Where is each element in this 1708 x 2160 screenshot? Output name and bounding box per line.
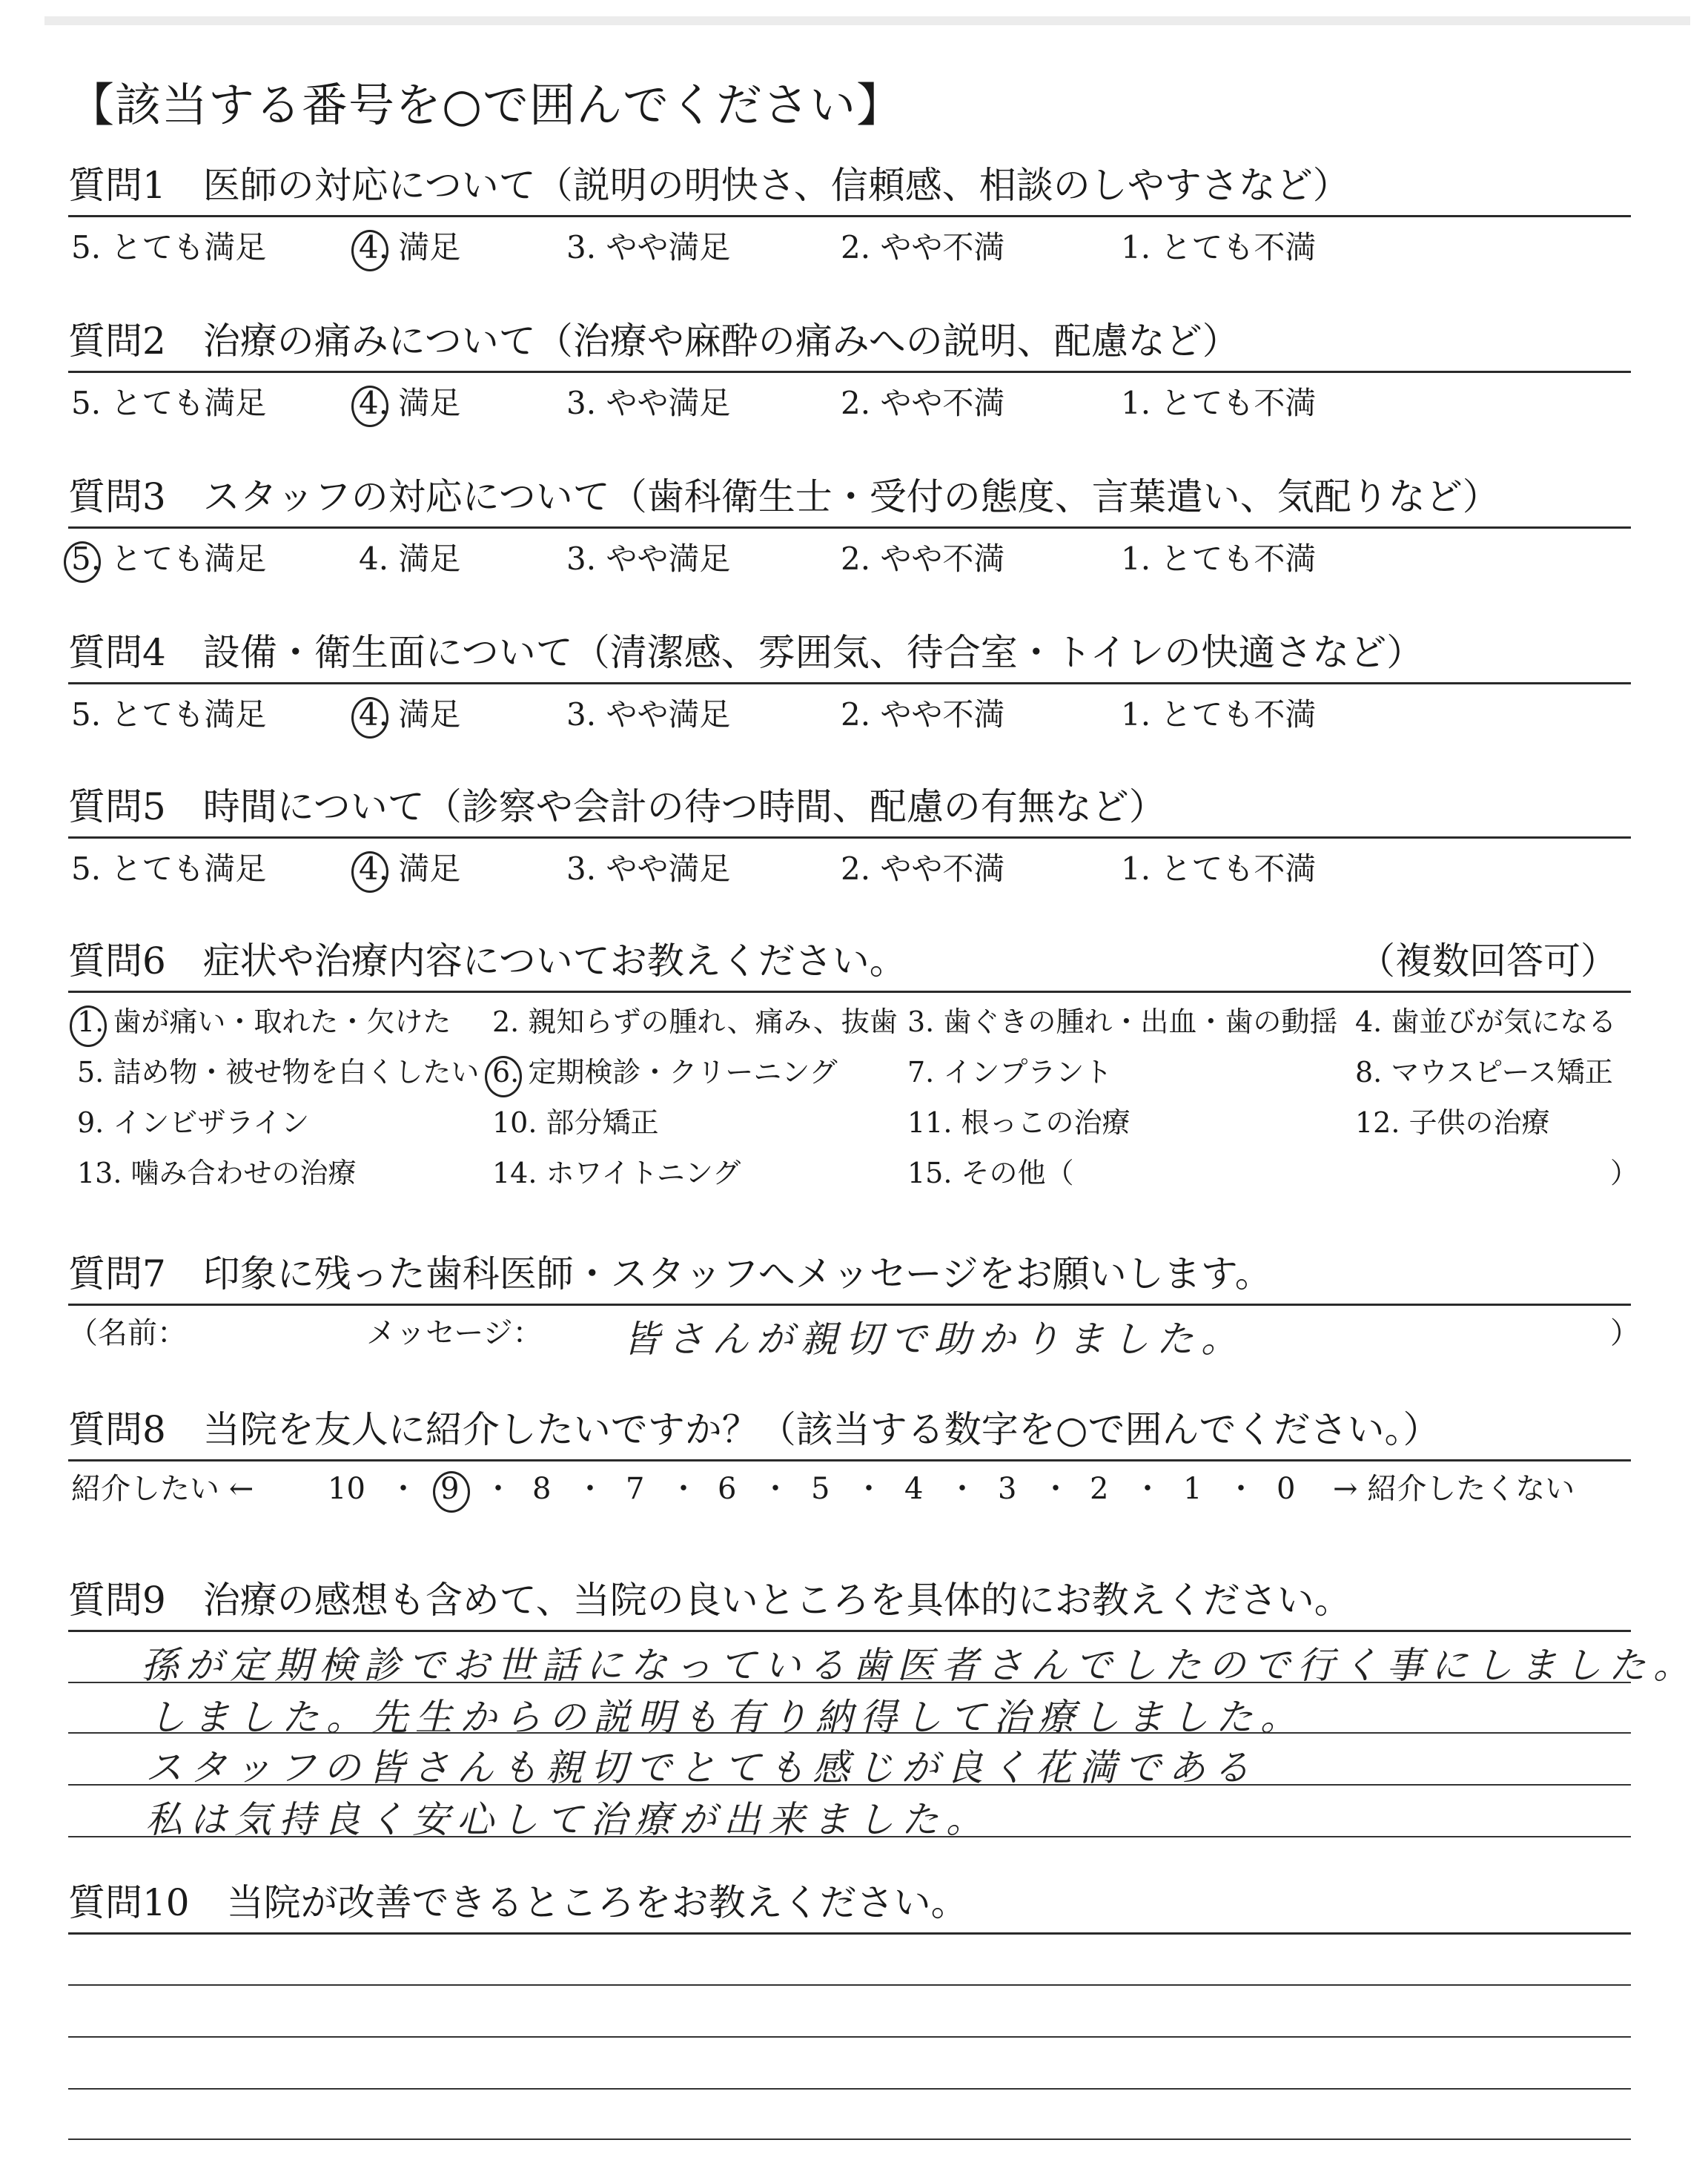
q8-dot: ・ bbox=[947, 1472, 977, 1506]
q8-dot: ・ bbox=[483, 1472, 513, 1506]
q8-value-4[interactable]: 4 bbox=[904, 1472, 924, 1506]
q10-section bbox=[68, 1879, 1625, 1926]
q6-option-9[interactable]: 9. インビザライン bbox=[77, 1106, 310, 1139]
q3-option-1[interactable]: 1. とても不満 bbox=[1121, 541, 1317, 577]
q1-option-3[interactable]: 3. やや満足 bbox=[566, 229, 731, 265]
q9-section bbox=[68, 1576, 1625, 1624]
q4-option-2[interactable]: 2. やや不満 bbox=[841, 696, 1005, 733]
q5-option-2[interactable]: 2. やや不満 bbox=[841, 851, 1005, 887]
q1-rule bbox=[68, 215, 1631, 217]
q8-dot: ・ bbox=[854, 1472, 884, 1506]
q4-option-5[interactable]: 5. とても満足 bbox=[71, 696, 267, 733]
q6-option-14[interactable]: 14. ホワイトニング bbox=[492, 1157, 741, 1189]
q8-dot: ・ bbox=[1226, 1472, 1256, 1506]
q6-option-11[interactable]: 11. 根っこの治療 bbox=[907, 1106, 1131, 1139]
q5-option-1[interactable]: 1. とても不満 bbox=[1121, 851, 1317, 887]
q6-option-12[interactable]: 12. 子供の治療 bbox=[1355, 1106, 1550, 1139]
q1-option-4-selected[interactable]: 4. 満足 bbox=[359, 227, 460, 268]
q8-dot: ・ bbox=[388, 1472, 418, 1506]
q4-options bbox=[68, 694, 1625, 736]
q6-option-4[interactable]: 4. 歯並びが気になる bbox=[1355, 1005, 1617, 1038]
q1-options bbox=[68, 227, 1625, 268]
q6-rule bbox=[68, 991, 1631, 993]
q3-section bbox=[68, 473, 1625, 521]
q5-title: 質問5 時間について（診察や会計の待つ時間、配慮の有無など） bbox=[68, 785, 1166, 828]
q7-title: 質問7 印象に残った歯科医師・スタッフへメッセージをお願いします。 bbox=[68, 1252, 1272, 1295]
q6-option-5[interactable]: 5. 詰め物・被せ物を白くしたい bbox=[77, 1056, 480, 1089]
q6-option-15[interactable]: 15. その他（ bbox=[907, 1157, 1074, 1189]
q7-section bbox=[68, 1250, 1625, 1298]
q7-close-paren: ） bbox=[1610, 1316, 1640, 1350]
q5-option-4-selected[interactable]: 4. 満足 bbox=[359, 848, 460, 890]
q8-dot: ・ bbox=[1041, 1472, 1070, 1506]
q8-value-8[interactable]: 8 bbox=[532, 1472, 552, 1506]
q6-option-10[interactable]: 10. 部分矯正 bbox=[492, 1106, 659, 1139]
q7-name-label: （名前： bbox=[68, 1316, 187, 1350]
q9-writing-line bbox=[68, 1784, 1631, 1786]
q8-dot: ・ bbox=[575, 1472, 605, 1506]
q7-rule bbox=[68, 1304, 1631, 1306]
q8-value-0[interactable]: 0 bbox=[1277, 1472, 1296, 1506]
q4-option-1[interactable]: 1. とても不満 bbox=[1121, 696, 1317, 733]
q1-option-5[interactable]: 5. とても満足 bbox=[71, 229, 267, 265]
q5-rule bbox=[68, 836, 1631, 839]
q8-value-6[interactable]: 6 bbox=[718, 1472, 737, 1506]
q6-option-3[interactable]: 3. 歯ぐきの腫れ・出血・歯の動揺 bbox=[907, 1005, 1338, 1038]
q8-dot: ・ bbox=[761, 1472, 790, 1506]
q6-option-6-selected[interactable]: 6. 定期検診・クリーニング bbox=[492, 1053, 838, 1091]
q5-option-3[interactable]: 3. やや満足 bbox=[566, 851, 731, 887]
q6-option-2[interactable]: 2. 親知らずの腫れ、痛み、抜歯 bbox=[492, 1005, 898, 1038]
q8-dot: ・ bbox=[1133, 1472, 1162, 1506]
q8-value-1[interactable]: 1 bbox=[1183, 1472, 1202, 1506]
q2-option-5[interactable]: 5. とても満足 bbox=[71, 385, 267, 421]
q8-scale bbox=[68, 1468, 1640, 1510]
scan-top-edge bbox=[44, 16, 1690, 25]
q6-option-1-selected[interactable]: 1. 歯が痛い・取れた・欠けた bbox=[77, 1003, 451, 1041]
q9-title: 質問9 治療の感想も含めて、当院の良いところを具体的にお教えください。 bbox=[68, 1579, 1351, 1622]
q9-handwritten-line-1: 孫が定期検診でお世話になっている歯医者さんでしたので行く事にしました。 bbox=[141, 1644, 1698, 1687]
q6-option-13[interactable]: 13. 噛み合わせの治療 bbox=[77, 1157, 357, 1189]
q8-rule bbox=[68, 1459, 1631, 1462]
q2-section bbox=[68, 317, 1625, 365]
q8-section bbox=[68, 1406, 1625, 1453]
q1-option-1[interactable]: 1. とても不満 bbox=[1121, 229, 1317, 265]
q2-option-1[interactable]: 1. とても不満 bbox=[1121, 385, 1317, 421]
q5-options bbox=[68, 848, 1625, 890]
q8-value-2[interactable]: 2 bbox=[1090, 1472, 1109, 1506]
q4-title: 質問4 設備・衛生面について（清潔感、雰囲気、待合室・トイレの快適さなど） bbox=[68, 631, 1424, 674]
q1-section bbox=[68, 162, 1625, 209]
q8-title: 質問8 当院を友人に紹介したいですか？（該当する数字を○で囲んでください。） bbox=[68, 1408, 1440, 1451]
q6-title: 質問6 症状や治療内容についてお教えください。 bbox=[68, 939, 907, 982]
q9-rule bbox=[68, 1630, 1631, 1632]
q8-right-label: → 紹介したくない bbox=[1333, 1472, 1575, 1506]
q9-handwritten-line-4: 私は気持良く安心して治療が出来ました。 bbox=[145, 1798, 990, 1841]
q10-rule bbox=[68, 1932, 1631, 1935]
q6-multiple-answer-note: （複数回答可） bbox=[1358, 939, 1618, 982]
q3-rule bbox=[68, 526, 1631, 529]
q2-option-3[interactable]: 3. やや満足 bbox=[566, 385, 731, 421]
q9-writing-line bbox=[68, 1836, 1631, 1837]
q5-section bbox=[68, 783, 1625, 830]
q6-option-7[interactable]: 7. インプラント bbox=[907, 1056, 1113, 1089]
q7-message-label: メッセージ： bbox=[366, 1316, 543, 1350]
q8-left-label: 紹介したい ← bbox=[71, 1472, 254, 1506]
q8-value-10[interactable]: 10 bbox=[328, 1472, 365, 1506]
q10-title: 質問10 当院が改善できるところをお教えください。 bbox=[68, 1881, 968, 1924]
q4-rule bbox=[68, 682, 1631, 684]
q2-options bbox=[68, 383, 1625, 424]
q9-handwritten-line-3: スタッフの皆さんも親切でとても感じが良く花満である bbox=[145, 1746, 1257, 1789]
q7-handwritten-message: 皆さんが親切で助かりました。 bbox=[623, 1318, 1245, 1361]
q3-option-4[interactable]: 4. 満足 bbox=[359, 541, 461, 577]
q10-writing-line bbox=[68, 1984, 1631, 1986]
q1-option-2[interactable]: 2. やや不満 bbox=[841, 229, 1005, 265]
q8-value-7[interactable]: 7 bbox=[626, 1472, 645, 1506]
q8-value-9-selected[interactable]: 9 bbox=[440, 1468, 459, 1510]
q8-value-3[interactable]: 3 bbox=[998, 1472, 1017, 1506]
q8-dot: ・ bbox=[669, 1472, 698, 1506]
q10-writing-line bbox=[68, 2088, 1631, 2090]
q2-rule bbox=[68, 371, 1631, 373]
q4-option-3[interactable]: 3. やや満足 bbox=[566, 696, 731, 733]
q3-option-3[interactable]: 3. やや満足 bbox=[566, 541, 731, 577]
q9-writing-line bbox=[68, 1732, 1631, 1734]
q9-writing-line bbox=[68, 1682, 1631, 1683]
q1-title: 質問1 医師の対応について（説明の明快さ、信頼感、相談のしやすさなど） bbox=[68, 164, 1350, 207]
q4-option-4-selected[interactable]: 4. 満足 bbox=[359, 694, 460, 736]
q9-handwritten-line-2: しました。先生からの説明も有り納得して治療しました。 bbox=[148, 1696, 1305, 1739]
form-instruction-header: 【該当する番号を○で囲んでください】 bbox=[68, 78, 904, 132]
q2-option-2[interactable]: 2. やや不満 bbox=[841, 385, 1005, 421]
q4-section bbox=[68, 629, 1625, 676]
q2-option-4-selected[interactable]: 4. 満足 bbox=[359, 383, 460, 424]
q8-value-5[interactable]: 5 bbox=[811, 1472, 830, 1506]
q10-writing-line bbox=[68, 2036, 1631, 2038]
q6-option-8[interactable]: 8. マウスピース矯正 bbox=[1355, 1056, 1613, 1089]
q3-option-2[interactable]: 2. やや不満 bbox=[841, 541, 1005, 577]
q3-option-5-selected[interactable]: 5. とても満足 bbox=[71, 538, 266, 580]
q5-option-5[interactable]: 5. とても満足 bbox=[71, 851, 267, 887]
q3-title: 質問3 スタッフの対応について（歯科衛生士・受付の態度、言葉遣い、気配りなど） bbox=[68, 475, 1500, 518]
q10-writing-line bbox=[68, 2138, 1631, 2140]
q3-options bbox=[68, 538, 1625, 580]
q2-title: 質問2 治療の痛みについて（治療や麻酔の痛みへの説明、配慮など） bbox=[68, 320, 1239, 363]
q6-option-15-close-paren: ） bbox=[1610, 1157, 1639, 1189]
